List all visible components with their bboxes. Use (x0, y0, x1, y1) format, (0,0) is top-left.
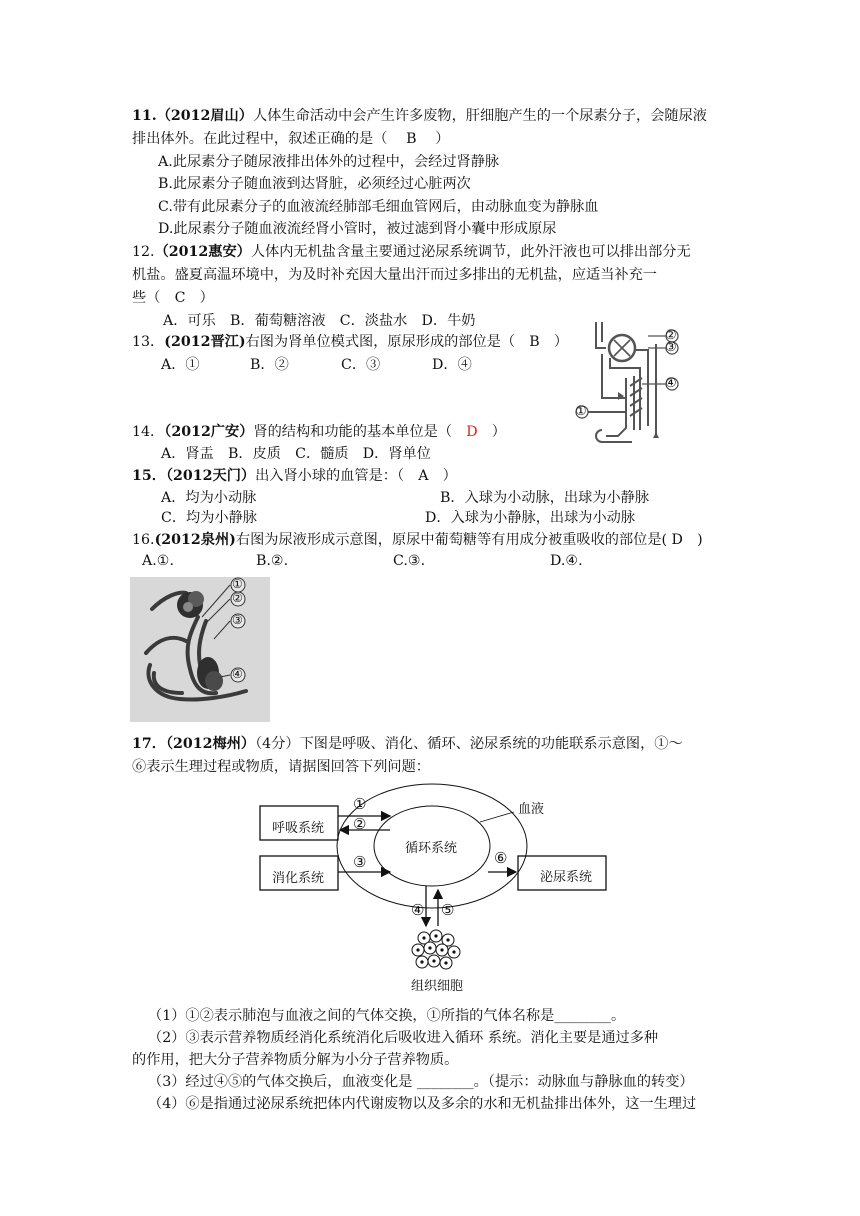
q13-option-b: B．② (250, 357, 289, 373)
respiratory-system-box: 呼吸系统 (272, 821, 325, 836)
q13-source-tag: (2012晋江) (164, 334, 246, 350)
q13-option-d: D．④ (432, 357, 472, 373)
q12-line1 (132, 242, 691, 262)
q17-sub2-line1: （2）③表示营养物质经消化系统消化后吸收进入循环 系统。消化主要是通过多种 (148, 1030, 659, 1046)
q17-sub4: （4）⑥是指通过泌尿系统把体内代谢废物以及多余的水和无机盐排出体外，这一生理过 (148, 1096, 697, 1112)
q15-option-c: C．均为小静脉 (161, 510, 257, 526)
mark-1: ① (353, 795, 367, 813)
urine-label-1: ① (232, 577, 243, 591)
urine-formation-figure (130, 577, 270, 722)
q11-option-a: A.此尿素分子随尿液排出体外的过程中，会经过肾静脉 (158, 154, 500, 170)
q11-stem-line1: 人体生命活动中会产生许多废物，肝细胞产生的一个尿素分子，会随尿液 (252, 108, 707, 124)
q16-number: 16. (132, 532, 155, 548)
q14-stem: 肾的结构和功能的基本单位是（ (253, 424, 467, 440)
nephron-label-1: ① (575, 404, 587, 419)
tissue-cells-label: 组织细胞 (411, 979, 464, 994)
q11-number: 11. (132, 108, 157, 124)
mark-4: ④ (411, 901, 425, 919)
q13-line (132, 332, 568, 352)
q17-sub3: （3）经过④⑤的气体交换后，血液变化是 ________。（提示：动脉血与静脉血的转变） (148, 1074, 694, 1090)
q13-stem: 右图为肾单位模式图，原尿形成的部位是（ B ） (245, 334, 569, 350)
q13-option-c: C．③ (341, 357, 381, 373)
q17-stem-line1: （4分）下图是呼吸、消化、循环、泌尿系统的功能联系示意图，①～ (255, 736, 683, 752)
mark-2: ② (353, 815, 367, 833)
q12-source-tag: （2012惠安） (154, 244, 251, 260)
q13-number: 13． (132, 334, 165, 350)
q17-source-tag: （2012梅州） (165, 736, 256, 752)
q12-number: 12. (132, 244, 155, 260)
q16-option-b: B.②. (256, 553, 289, 569)
q15-option-a: A．均为小动脉 (161, 490, 257, 506)
q12-stem-line2: 机盐。盛夏高温环境中，为及时补充因大量出汗而过多排出的无机盐，应适当补充一 (132, 267, 657, 283)
q11-source-tag: （2012眉山） (156, 108, 253, 124)
blood-label: 血液 (518, 802, 545, 817)
q11-line1 (132, 106, 707, 126)
digestive-system-box: 消化系统 (272, 871, 325, 886)
urine-label-3: ③ (232, 613, 243, 627)
q12-stem-line3: 些（ C ） (132, 290, 214, 306)
q11-option-d: D.此尿素分子随血液流经肾小管时，被过滤到肾小囊中形成原尿 (158, 221, 557, 237)
q17-sub1: （1）①②表示肺泡与血液之间的气体交换，①所指的气体名称是________。 (148, 1008, 626, 1024)
q11-option-b: B.此尿素分子随血液到达肾脏，必须经过心脏两次 (158, 176, 471, 192)
q15-option-b: B．入球为小动脉，出球为小静脉 (440, 490, 650, 506)
nephron-label-2: ② (665, 328, 677, 343)
q14-line (132, 422, 506, 442)
q16-option-a: A.①. (142, 553, 174, 569)
mark-3: ③ (353, 853, 367, 871)
q15-line (132, 466, 457, 486)
q14-stem-end: ） (477, 424, 506, 440)
urinary-system-box: 泌尿系统 (540, 870, 593, 885)
q11-stem-line2: 排出体外。在此过程中，叙述正确的是（ B ） (132, 131, 450, 147)
q17-number: 17． (132, 736, 166, 752)
q17-sub2-line2: 的作用，把大分子营养物质分解为小分子营养物质。 (132, 1052, 459, 1068)
q15-source-tag: （2012天门） (165, 468, 256, 484)
q16-option-c: C.③. (393, 553, 426, 569)
q15-number: 15． (132, 468, 166, 484)
nephron-label-4: ④ (665, 376, 677, 391)
q14-answer: D (466, 424, 478, 440)
q15-stem: 出入肾小球的血管是：（ A ） (255, 468, 457, 484)
q17-line1 (132, 734, 683, 754)
urine-label-4: ④ (232, 667, 243, 681)
q14-number: 14． (132, 424, 165, 440)
nephron-label-3: ③ (665, 340, 677, 355)
q14-options: A．肾盂 B．皮质 C．髓质 D．肾单位 (161, 446, 431, 462)
q12-stem-line1: 人体内无机盐含量主要通过泌尿系统调节，此外汗液也可以排出部分无 (250, 244, 691, 260)
q15-option-d: D．入球为小静脉，出球为小动脉 (425, 510, 636, 526)
q16-source-tag: (2012泉州) (154, 532, 236, 548)
systems-diagram-graphics (250, 780, 630, 1000)
mark-6: ⑥ (494, 849, 508, 867)
q12-options: A．可乐 B．葡萄糖溶液 C．淡盐水 D．牛奶 (163, 313, 476, 329)
q16-stem: 右图为尿液形成示意图，原尿中葡萄糖等有用成分被重吸收的部位是( D ) (235, 532, 703, 548)
q16-line (132, 530, 703, 550)
q16-option-d: D.④. (550, 553, 583, 569)
q17-stem-line2: ⑥表示生理过程或物质，请据图回答下列问题： (132, 759, 430, 775)
urine-label-2: ② (232, 591, 243, 605)
q14-source-tag: （2012广安） (164, 424, 254, 440)
mark-5: ⑤ (441, 901, 455, 919)
q11-option-c: C.带有此尿素分子的血液流经肺部毛细血管网后，由动脉血变为静脉血 (158, 199, 599, 215)
circulatory-system-label: 循环系统 (405, 841, 458, 856)
q13-option-a: A．① (161, 357, 200, 373)
